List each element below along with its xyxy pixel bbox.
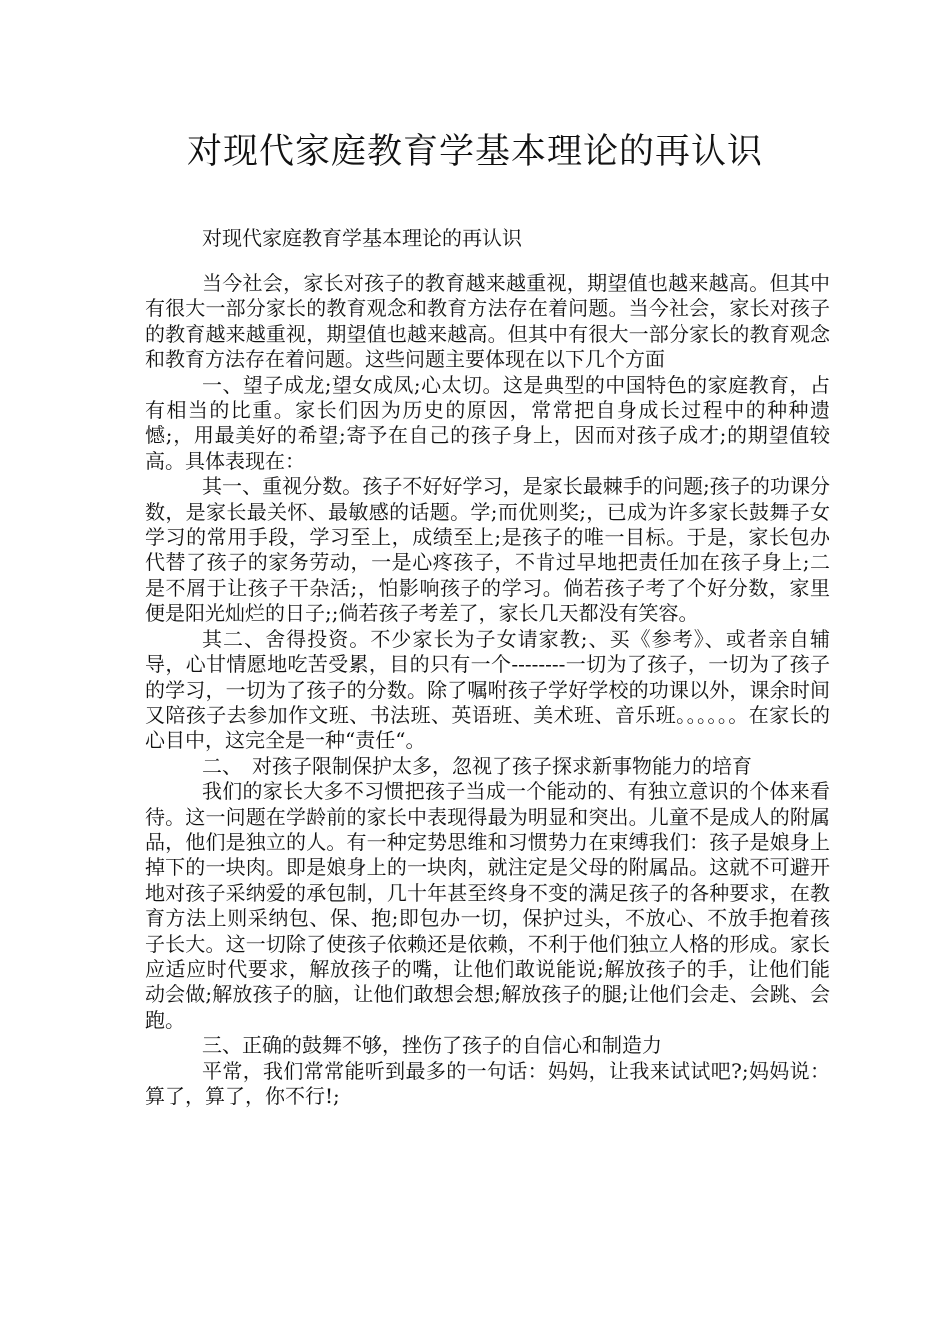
section-heading: 二、 对孩子限制保护太多，忽视了孩子探求新事物能力的培育 <box>202 753 752 778</box>
paragraph: 当今社会，家长对孩子的教育越来越重视，期望值也越来越高。但其中有很大一部分家长的教育观念和教育方法存在着问题。当今社会，家长对孩子的教育越来越重视，期望值也越来越高。但其中有很大一部分家长的教育观念和教育方法存在着问题。这些问题主要体现在以下几个方面 <box>145 271 830 372</box>
paragraph: 其一、重视分数。孩子不好好学习，是家长最棘手的问题;孩子的功课分数，是家长最关怀、最敏感的话题。学;而优则奖;，已成为许多家长鼓舞子女学习的常用手段，学习至上，成绩至上;是孩子的唯一目标。于是，家长包办代替了孩子的家务劳动，一是心疼孩子，不肯过早地把责任加在孩子身上;二是不屑于让孩子干杂活;，怕影响孩子的学习。倘若孩子考了个好分数，家里便是阳光灿烂的日子;;倘若孩子考差了，家长几天都没有笑容。 <box>145 474 830 626</box>
paragraph: 平常，我们常常能听到最多的一句话：妈妈，让我来试试吧?;妈妈说：算了，算了，你不行!; <box>145 1058 830 1108</box>
section-heading: 三、正确的鼓舞不够，挫伤了孩子的自信心和制造力 <box>202 1033 662 1058</box>
document-body <box>145 271 830 1109</box>
document-title: 对现代家庭教育学基本理论的再认识 <box>186 132 763 172</box>
paragraph: 其二、舍得投资。不少家长为子女请家教;、买《参考》、或者亲自辅导，心甘情愿地吃苦受累，目的只有一个--------一切为了孩子，一切为了孩子的学习，一切为了孩子的分数。除了嘱咐孩子学好学校的功课以外，课余时间又陪孩子去参加作文班、书法班、英语班、美术班、音乐班。。。。。。在家长的心目中，这完全是一种“责任“。 <box>145 626 830 753</box>
paragraph: 一、望子成龙;望女成凤;心太切。这是典型的中国特色的家庭教育，占有相当的比重。家长们因为历史的原因，常常把自身成长过程中的种种遗憾;，用最美好的希望;寄予在自己的孩子身上，因而对孩子成才;的期望值较高。具体表现在： <box>145 372 830 473</box>
paragraph: 我们的家长大多不习惯把孩子当成一个能动的、有独立意识的个体来看待。这一问题在学龄前的家长中表现得最为明显和突出。儿童不是成人的附属品，他们是独立的人。有一种定势思维和习惯势力在束缚我们：孩子是娘身上掉下的一块肉。即是娘身上的一块肉，就注定是父母的附属品。这就不可避开地对孩子采纳爱的承包制，几十年甚至终身不变的满足孩子的各种要求，在教育方法上则采纳包、保、抱;即包办一切，保护过头，不放心、不放手抱着孩子长大。这一切除了使孩子依赖还是依赖，不利于他们独立人格的形成。家长应适应时代要求，解放孩子的嘴，让他们敢说能说;解放孩子的手，让他们能动会做;解放孩子的脑，让他们敢想会想;解放孩子的腿;让他们会走、会跳、会跑。 <box>145 779 830 1032</box>
document-subtitle: 对现代家庭教育学基本理论的再认识 <box>202 226 522 250</box>
